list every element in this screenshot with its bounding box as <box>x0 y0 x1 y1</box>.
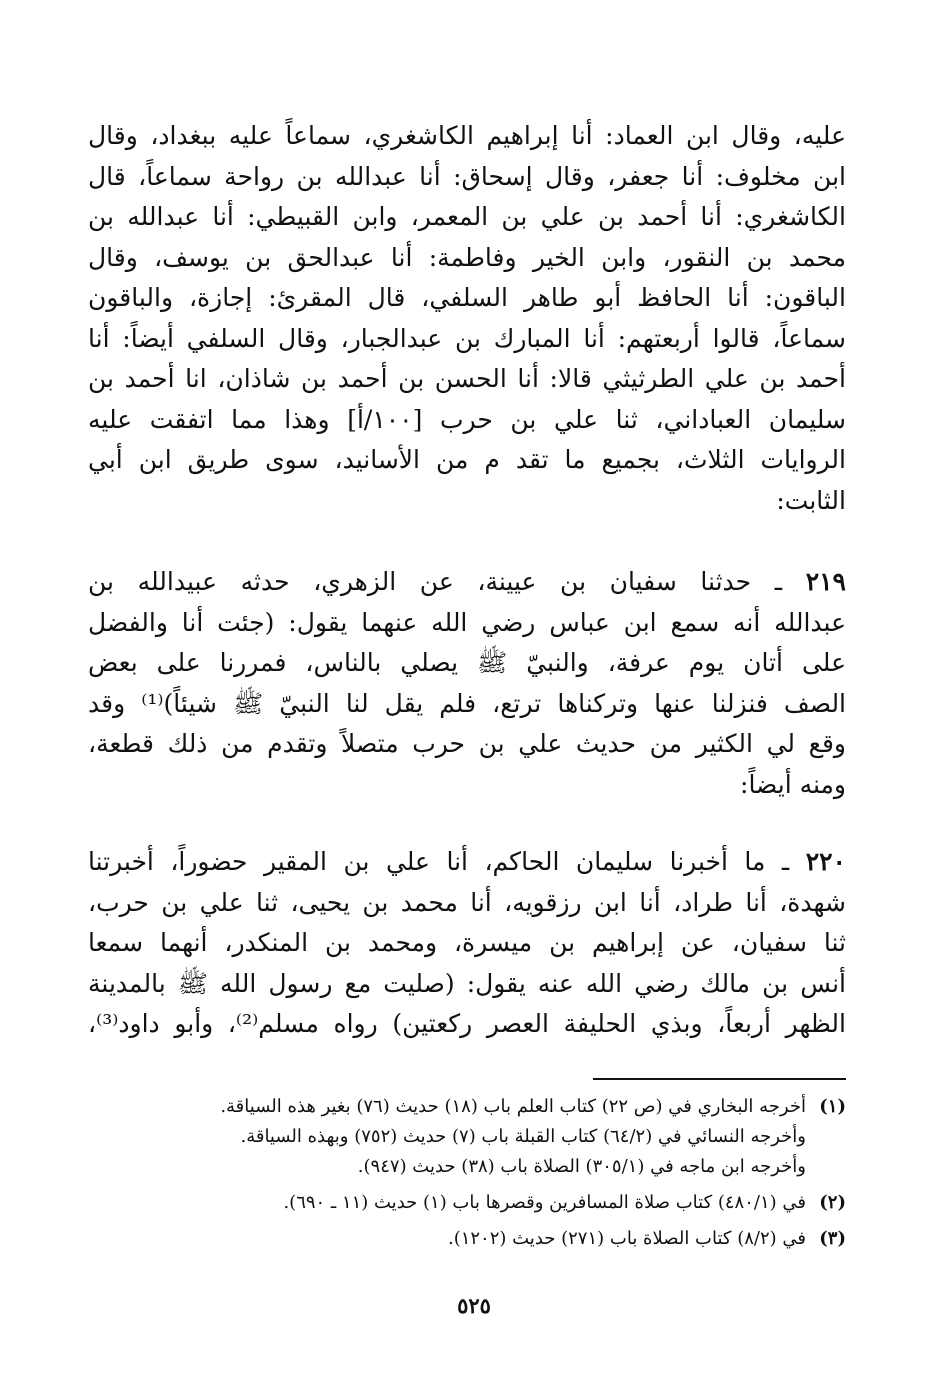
paragraph-isnad <box>88 116 846 521</box>
footnote-text <box>88 1188 806 1218</box>
footnote-3 <box>88 1224 846 1254</box>
text-line: أنس بن مالك رضي الله عنه يقول: (صليت مع رسول الله ﷺ بالمدينة <box>88 968 846 998</box>
text-line: الكاشغري: أنا أحمد بن علي بن المعمر، وابن القبيطي: أنا عبدالله بن <box>88 202 846 231</box>
footnote-marker: (١) <box>819 1096 846 1117</box>
footnote-marker: (٢) <box>819 1192 846 1213</box>
footnote-line: وأخرجه النسائي في (٦٤/٢) كتاب القبلة باب (٧) حديث (٧٥٢) وبهذه السياقة. <box>240 1126 806 1147</box>
text-line: الصف فنزلنا عنها وتركناها ترتع، فلم يقل لنا النبيّ ﷺ شيئاً)⁽¹⁾ وقد <box>88 688 846 718</box>
text-line-body: ـ ما أخبرنا سليمان الحاكم، أنا علي بن المقير حضوراً، أخبرتنا <box>88 847 790 876</box>
text-line: سماعاً، قالوا أربعتهم: أنا المبارك بن عبدالجبار، وقال السلفي أيضاً: أنا <box>88 323 846 353</box>
hadith-number: ٢١٩ <box>805 567 846 596</box>
text-line <box>88 562 846 603</box>
text-line: محمد بن النقور، وابن الخير وفاطمة: أنا عبدالحق بن يوسف، وقال <box>88 242 846 272</box>
text-line-body: ـ حدثنا سفيان بن عيينة، عن الزهري، حدثه عبيدالله بن <box>88 567 783 596</box>
footnote-line: أخرجه البخاري في (ص ٢٢) كتاب العلم باب (١٨) حديث (٧٦) بغير هذه السياقة. <box>220 1096 806 1117</box>
footnote-2 <box>88 1188 846 1218</box>
footnote-text <box>88 1092 806 1182</box>
footnote-line: في (٨/٢) كتاب الصلاة باب (٢٧١) حديث (١٢٠٢). <box>447 1228 806 1249</box>
text-line: الباقون: أنا الحافظ أبو طاهر السلفي، قال المقرئ: إجازة، والباقون <box>88 283 846 312</box>
text-line: أحمد بن علي الطرثيثي قالا: أنا الحسن بن أحمد بن شاذان، انا أحمد بن <box>88 364 846 393</box>
text-line: سليمان العباداني، ثنا علي بن حرب [١٠٠/أ] وهذا مما اتفقت عليه <box>88 404 846 434</box>
text-line: ثنا سفيان، عن إبراهيم بن ميسرة، ومحمد بن المنكدر، أنهما سمعا <box>88 928 846 957</box>
hadith-number: ٢٢٠ <box>805 847 846 876</box>
text-line: الثابت: <box>776 485 846 515</box>
footnote-text <box>88 1224 806 1254</box>
footnotes <box>88 1092 846 1254</box>
text-line: وقع لي الكثير من حديث علي بن حرب متصلاً وتقدم من ذلك قطعة، <box>88 729 846 758</box>
text-line: عبدالله أنه سمع ابن عباس رضي الله عنهما يقول: (جئت أنا والفضل <box>88 607 846 637</box>
footnote-line: في (٤٨٠/١) كتاب صلاة المسافرين وقصرها باب (١) حديث (١١ ـ ٦٩٠). <box>283 1192 806 1213</box>
hadith-220 <box>88 842 846 1045</box>
footnote-1 <box>88 1092 846 1182</box>
text-line: شهدة، أنا طراد، أنا ابن رزقويه، أنا محمد بن يحيى، ثنا علي بن حرب، <box>88 887 846 917</box>
text-line: عليه، وقال ابن العماد: أنا إبراهيم الكاشغري، سماعاً عليه ببغداد، وقال <box>88 121 846 150</box>
text-line: على أتان يوم عرفة، والنبيّ ﷺ يصلي بالناس، فمررنا على بعض <box>88 648 846 677</box>
footnote-separator <box>593 1078 846 1080</box>
footnote-line: وأخرجه ابن ماجه في (٣٠٥/١) الصلاة باب (٣٨) حديث (٩٤٧). <box>357 1156 806 1177</box>
text-line: ابن مخلوف: أنا جعفر، وقال إسحاق: أنا عبدالله بن رواحة سماعاً، قال <box>88 161 846 191</box>
text-line <box>88 842 846 883</box>
text-line: الروايات الثلاث، بجميع ما تقد م من الأسانيد، سوى طريق ابن أبي <box>88 445 846 474</box>
text-line: الظهر أربعاً، وبذي الحليفة العصر ركعتين) رواه مسلم⁽²⁾، وأبو داود⁽³⁾، <box>88 1009 846 1038</box>
footnote-marker: (٣) <box>819 1228 846 1249</box>
page-number: ٥٢٥ <box>457 1293 491 1318</box>
text-line: ومنه أيضاً: <box>740 769 846 799</box>
hadith-219 <box>88 562 846 805</box>
